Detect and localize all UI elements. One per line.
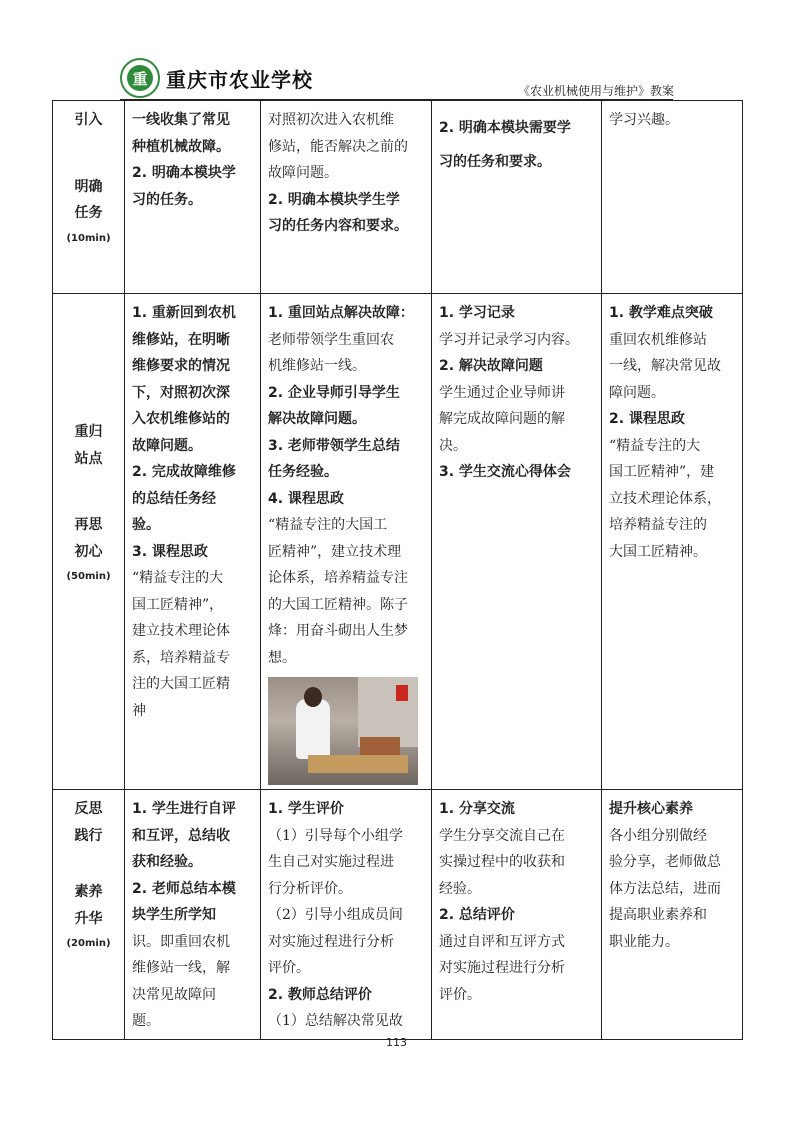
text-line: 学生通过企业导师讲 — [439, 384, 565, 401]
text-line: 1. 教学难点突破 — [609, 305, 713, 321]
text-line: 维修要求的情况 — [132, 358, 230, 374]
text-line: “精益专注的大 — [609, 437, 701, 454]
text-line: 障问题。 — [609, 384, 665, 401]
text-line: 故障问题。 — [268, 165, 338, 181]
table-row — [53, 790, 743, 1040]
text-line: 通过自评和互评方式 — [439, 933, 565, 950]
student-activity-cell — [432, 101, 602, 294]
text-line: 生自己对实施过程进 — [268, 854, 394, 870]
text-line: 习的任务。 — [132, 191, 202, 208]
text-line: 匠精神”，建立技术理 — [268, 543, 402, 560]
text-line: 的总结任务经 — [132, 490, 216, 507]
text-line: 培养精益专注的 — [609, 517, 707, 533]
text-line: 大国工匠精神。 — [609, 543, 707, 560]
text-line: 各小组分别做经 — [609, 827, 707, 844]
text-line: 1. 学生进行自评 — [132, 801, 236, 817]
text-line: 实操过程中的收获和 — [439, 854, 565, 870]
course-title: 《农业机械使用与维护》教案 — [518, 84, 675, 98]
text-line: 2. 明确本模块需要学 — [439, 120, 571, 136]
text-line: 学习兴趣。 — [609, 112, 679, 128]
text-line: 行分析评价。 — [268, 880, 352, 897]
student-activity-cell — [432, 790, 602, 1040]
text-line: 故障问题。 — [132, 437, 202, 454]
stage-title: 任务 — [74, 205, 103, 221]
stage-title: 素养 — [74, 884, 103, 900]
text-line: 评价。 — [268, 960, 310, 976]
text-line: 任务经验。 — [268, 464, 338, 480]
text-line: 3. 老师带领学生总结 — [268, 437, 400, 454]
text-line: 下，对照初次深 — [132, 384, 230, 401]
lesson-plan-table — [52, 100, 743, 1040]
page-header — [120, 58, 680, 100]
text-line: 块学生所学知 — [132, 907, 216, 923]
stage-title: 站点 — [74, 450, 103, 467]
teacher-activity-cell — [261, 294, 432, 790]
stage-title: 引入 — [74, 112, 103, 128]
stage-title: 再思 — [74, 517, 103, 533]
text-line: 2. 企业导师引导学生 — [268, 384, 400, 401]
text-line: 习的任务和要求。 — [439, 154, 551, 170]
teacher-activity-cell — [261, 790, 432, 1040]
text-line: 经验。 — [439, 880, 481, 897]
student-activity-cell — [432, 294, 602, 790]
text-line: 立技术理论体系， — [609, 490, 721, 507]
text-line: 维修站一线，解 — [132, 960, 230, 976]
text-line: 3. 课程思政 — [132, 543, 208, 560]
text-line: 入农机维修站的 — [132, 411, 230, 427]
stage-title: 明确 — [74, 178, 103, 195]
flag-icon — [396, 685, 408, 701]
page-number: 113 — [386, 1036, 407, 1049]
text-line: 决常见故障问 — [132, 986, 216, 1003]
stage-title: 重归 — [74, 424, 103, 440]
logo-text: 重 — [132, 69, 148, 88]
text-line: 国工匠精神”，建 — [609, 464, 715, 480]
text-line: 1. 重新回到农机 — [132, 305, 236, 321]
text-line: 2. 总结评价 — [439, 907, 515, 923]
text-line: 2. 课程思政 — [609, 411, 685, 427]
text-line: 学习并记录学习内容。 — [439, 331, 579, 348]
text-line: “精益专注的大 — [132, 570, 224, 586]
text-line: 重回农机维修站 — [609, 331, 707, 348]
school-name: 重庆市农业学校 — [166, 68, 313, 92]
text-line: 一线收集了常见 — [132, 112, 230, 128]
teacher-activity-cell — [261, 101, 432, 294]
text-line: 评价。 — [439, 986, 481, 1003]
text-line: 维修站，在明晰 — [132, 331, 230, 348]
text-line: 题。 — [132, 1013, 160, 1029]
text-line: 注的大国工匠精 — [132, 676, 230, 692]
stage-cell — [53, 101, 125, 294]
text-line: 系，培养精益专 — [132, 649, 230, 666]
text-line: 解决故障问题。 — [268, 411, 366, 427]
text-line: 建立技术理论体 — [132, 623, 230, 639]
text-line: 神 — [132, 702, 146, 719]
text-line: 提升核心素养 — [609, 801, 693, 817]
text-line: 4. 课程思政 — [268, 490, 344, 507]
text-line: 国工匠精神”， — [132, 596, 224, 613]
stage-title: 践行 — [74, 827, 103, 844]
text-line: 种植机械故障。 — [132, 138, 230, 155]
stage-cell — [53, 294, 125, 790]
text-line: 1. 重回站点解决故障： — [268, 305, 414, 321]
text-line: （1）引导每个小组学 — [268, 827, 403, 844]
text-line: 和互评，总结收 — [132, 827, 230, 844]
stage-duration: (20min) — [66, 938, 111, 949]
text-line: 识。即重回农机 — [132, 933, 230, 950]
design-intent-cell — [602, 101, 743, 294]
stage-duration: (50min) — [66, 571, 111, 582]
text-line: 验。 — [132, 517, 160, 533]
text-line: 修站，能否解决之前的 — [268, 138, 408, 155]
stage-title: 初心 — [74, 543, 103, 560]
teaching-content-cell — [125, 101, 261, 294]
text-line: 职业能力。 — [609, 933, 679, 950]
stage-cell — [53, 790, 125, 1040]
text-line: 对实施过程进行分析 — [439, 960, 565, 976]
text-line: 体方法总结，进而 — [609, 880, 721, 897]
text-line: 2. 明确本模块学生学 — [268, 191, 400, 208]
stage-duration: (10min) — [66, 232, 111, 244]
text-line: （2）引导小组成员间 — [268, 907, 403, 923]
text-line: 决。 — [439, 437, 467, 454]
text-line: 提高职业素养和 — [609, 907, 707, 923]
text-line: 解完成故障问题的解 — [439, 411, 565, 427]
workshop-photo — [268, 677, 418, 785]
text-line: 3. 学生交流心得体会 — [439, 464, 571, 480]
design-intent-cell — [602, 294, 743, 790]
text-line: 2. 完成故障维修 — [132, 464, 236, 480]
text-line: 1. 分享交流 — [439, 801, 515, 817]
text-line: 2. 老师总结本模 — [132, 880, 236, 897]
table-row — [53, 101, 743, 294]
stage-title: 反思 — [74, 801, 103, 817]
text-line: 1. 学生评价 — [268, 801, 344, 817]
text-line: 学生分享交流自己在 — [439, 827, 565, 844]
stage-title: 升华 — [74, 910, 103, 927]
school-logo-icon — [120, 58, 160, 98]
text-line: 烽：用奋斗砌出人生梦 — [268, 623, 408, 639]
text-line: 对实施过程进行分析 — [268, 933, 394, 950]
text-line: 想。 — [268, 649, 296, 666]
text-line: 验分享，老师做总 — [609, 854, 721, 870]
teaching-content-cell — [125, 294, 261, 790]
design-intent-cell — [602, 790, 743, 1040]
text-line: 2. 解决故障问题 — [439, 358, 543, 374]
text-line: 机维修站一线。 — [268, 358, 366, 374]
text-line: 一线，解决常见故 — [609, 358, 721, 374]
text-line: 获和经验。 — [132, 854, 202, 870]
teaching-content-cell — [125, 790, 261, 1040]
text-line: “精益专注的大国工 — [268, 517, 388, 533]
text-line: 老师带领学生重回农 — [268, 331, 394, 348]
text-line: 的大国工匠精神。陈子 — [268, 596, 408, 613]
table-row — [53, 294, 743, 790]
text-line: 2. 明确本模块学 — [132, 165, 236, 181]
text-line: 1. 学习记录 — [439, 305, 515, 321]
text-line: 习的任务内容和要求。 — [268, 218, 408, 234]
text-line: （1）总结解决常见故 — [268, 1013, 403, 1029]
text-line: 对照初次进入农机维 — [268, 112, 394, 128]
text-line: 2. 教师总结评价 — [268, 986, 372, 1003]
text-line: 论体系，培养精益专注 — [268, 570, 408, 586]
